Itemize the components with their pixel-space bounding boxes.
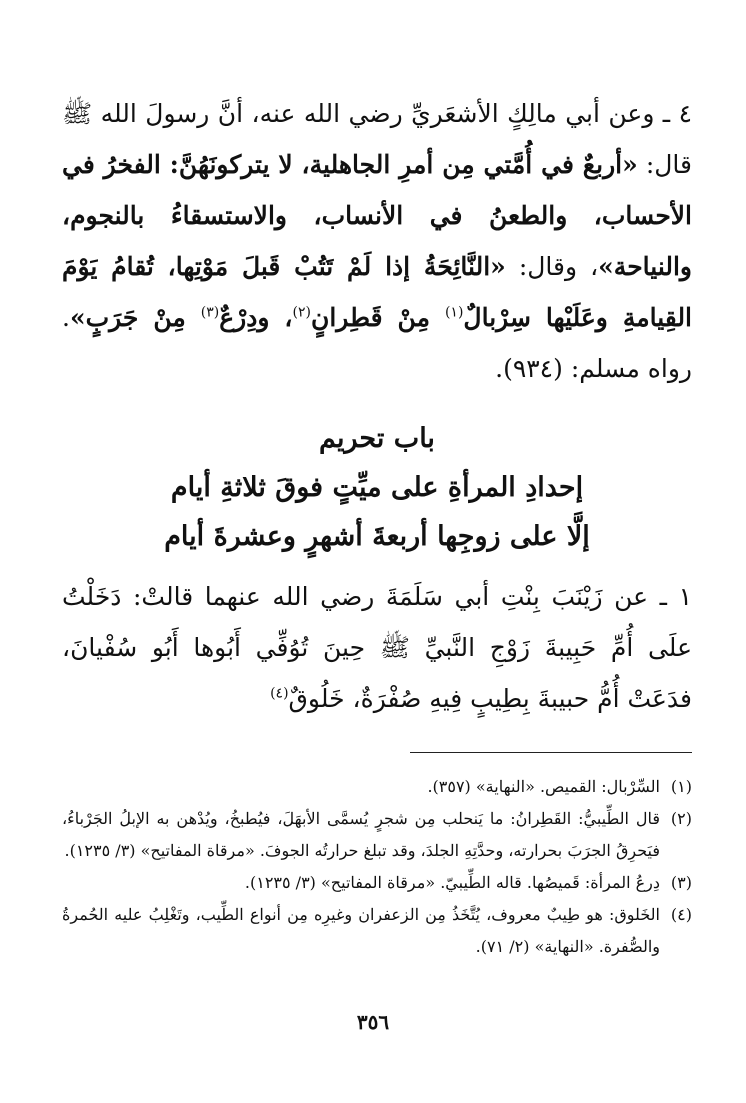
footnote-ref-4[interactable]: (٤) (270, 685, 289, 702)
footnote-number: (١) (670, 777, 692, 796)
footnote-divider (410, 752, 692, 753)
footnote-ref-3[interactable]: (٣) (200, 304, 220, 321)
footnote-text: السِّرْبال: القميص. «النهاية» (٣٥٧). (427, 777, 660, 796)
chapter-title-line-3: إلَّا على زوجِها أربعةَ أشهرٍ وعشرةَ أيام (164, 521, 590, 552)
hadith-4-quote-2b: مِنْ قَطِرانٍ (310, 303, 445, 332)
hadith-4-quote-2c: ، ودِرْعٌ (219, 303, 293, 332)
footnote-text: قال الطِّيبيُّ: القَطِرانُ: ما يَنحلب مِن شجرٍ يُسمَّى الأبهَلَ، فيُطبخُ، ويُدْهن به الإبلُ الجَرْباءُ، فيَحرِقُ الجرَبَ بحرارته، وحدَّتِهِ الجلدَ، وقد تبلغ حرارتُه الجوفَ. «مرقاة المفاتيح» (٣/ ١٢٣٥). (62, 809, 660, 860)
hadith-4-quote-2d: مِنْ جَرَبٍ» (69, 303, 201, 332)
footnote-number: (٣) (670, 873, 692, 892)
hadith-4-paragraph (62, 88, 692, 394)
chapter-title-line-1: باب تحريم (319, 423, 435, 454)
hadith-4-intro: ٤ ـ وعن أبي مالِكٍ الأشعَريِّ رضي الله عنه، أنَّ رسولَ الله ﷺ قال: (62, 99, 692, 179)
hadith-4-quote-1: «أربعٌ في أُمَّتي مِن أمرِ الجاهلية، لا يتركونَهُنَّ: الفخرُ في الأحساب، والطعنُ في الأنساب، والاستسقاءُ بالنجوم، والنياحة» (62, 150, 692, 281)
footnote-4 (62, 899, 692, 963)
footnote-text: دِرعُ المرأة: قَميصُها. قاله الطِّيبيّ. «مرقاة المفاتيح» (٣/ ١٢٣٥). (244, 873, 660, 892)
page-content (62, 88, 692, 963)
footnote-2 (62, 803, 692, 867)
footnote-number: (٢) (670, 809, 692, 828)
footnote-1 (62, 771, 692, 803)
page-number: ٣٥٦ (356, 1010, 390, 1034)
chapter-heading (62, 414, 692, 561)
footnote-ref-1[interactable]: (١) (444, 304, 464, 321)
chapter-title-line-2: إحدادِ المرأةِ على ميِّتٍ فوقَ ثلاثةِ أيام (170, 472, 584, 503)
hadith-4-middle: ، وقال: (505, 252, 599, 281)
footnotes-section (62, 771, 692, 963)
hadith-4-quote-2a: «النَّائِحَةُ إذا لَمْ تَتُبْ قَبلَ مَوْتِها، تُقامُ يَوْمَ القِيامةِ وعَلَيْها سِرْبالٌ (62, 252, 693, 332)
footnote-number: (٤) (670, 905, 692, 924)
footnote-ref-2[interactable]: (٢) (292, 304, 311, 321)
hadith-1-paragraph (62, 571, 692, 724)
footnote-text: الخَلوق: هو طِيبٌ معروف، يُتَّخَذُ مِن الزعفران وغيرِه مِن أنواع الطِّيب، وتَغْلِبُ عليه الحُمرةُ والصُّفرة. «النهاية» (٢/ ٧١). (62, 905, 660, 956)
hadith-1-text: ١ ـ عن زَيْنَبَ بِنْتِ أبي سَلَمَةَ رضي الله عنهما قالتْ: دَخَلْتُ علَى أُمِّ حَبِيبةَ زَوْجِ النَّبيِّ ﷺ حِينَ تُوُفِّي أَبُوها أَبُو سُفْيانَ، فدَعَتْ أُمُّ حبيبةَ بِطِيبٍ فِيهِ صُفْرَةٌ، خَلُوقٌ (62, 582, 692, 713)
footnote-3 (62, 867, 692, 899)
hadith-4-source: . رواه مسلم: (٩٣٤). (62, 303, 692, 383)
